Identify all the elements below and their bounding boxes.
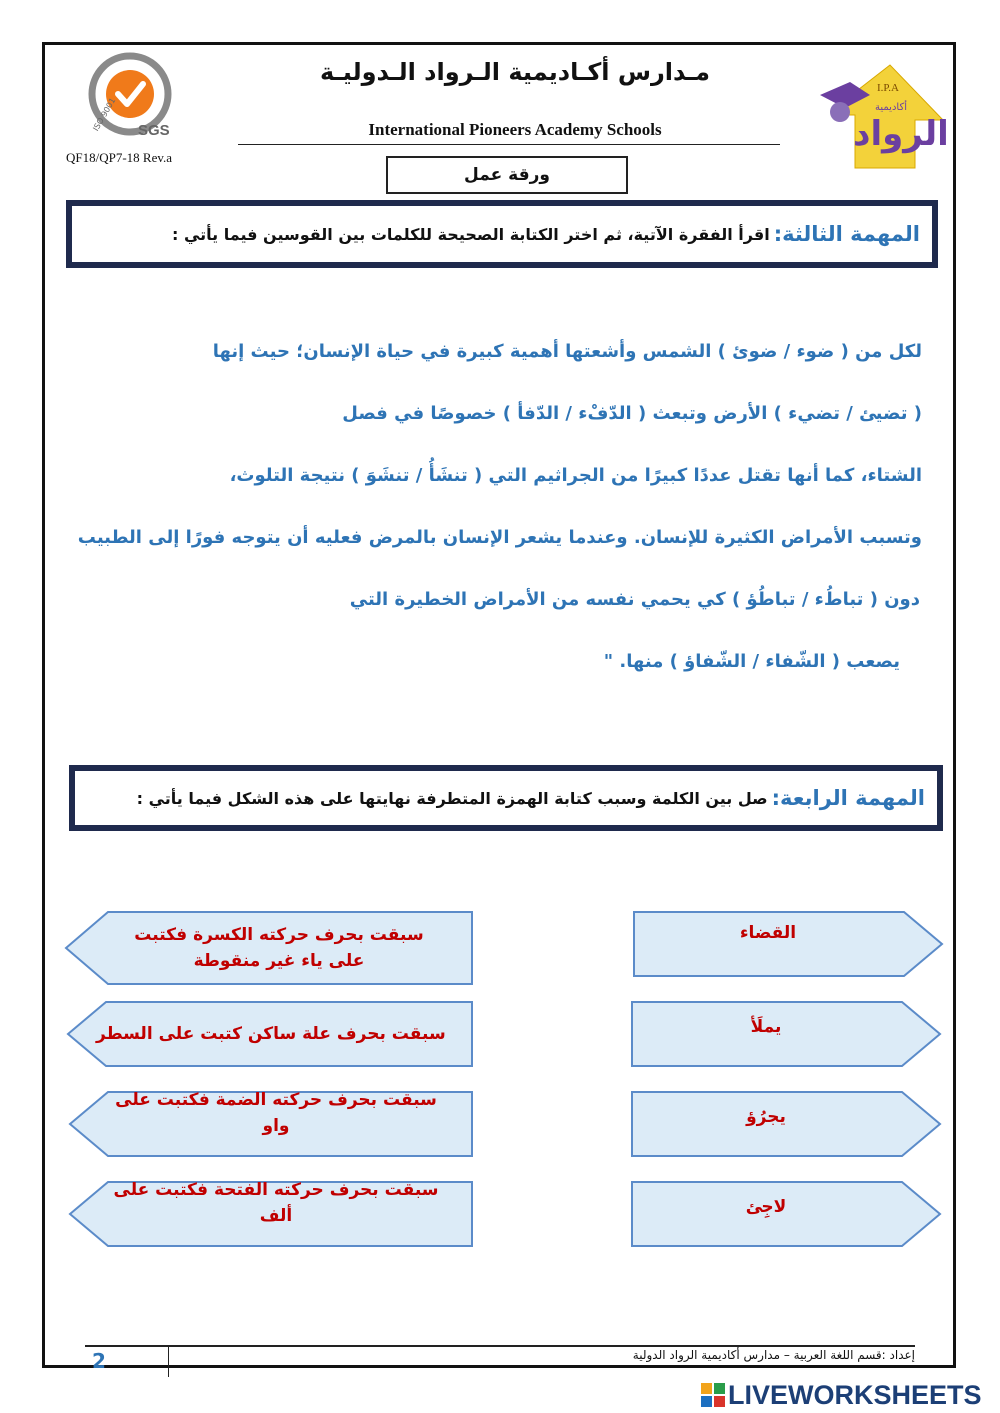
ipa-logo-sub: أكاديمية [875,102,907,113]
reason-box-2[interactable] [66,1000,474,1068]
footer-divider [85,1345,915,1347]
task3-title: المهمة الثالثة: [773,222,920,246]
paragraph-line-2: ( تضيئ / تضيء ) الأرض وتبعث ( الدّفْء / الدّفأ ) خصوصًا في فصل [342,403,922,424]
ipa-logo-ar: الرواد [853,114,949,154]
word-box-3[interactable] [630,1090,942,1158]
reason-text-2: سبقت بحرف علة ساكن كتبت على السطر [96,1024,446,1044]
task4-instruction: صل بين الكلمة وسبب كتابة الهمزة المتطرفة نهايتها على هذه الشكل فيما يأتي : [136,788,768,808]
paragraph-line-4: وتسبب الأمراض الكثيرة للإنسان. وعندما يشعر الإنسان بالمرض فعليه أن يتوجه فورًا إلى الطبيب [77,527,922,548]
ipa-logo-en: I.P.A [877,82,900,94]
reason-text-1: سبقت بحرف حركته الكسرة فكتبت على ياء غير منقوطة [134,925,424,971]
liveworksheets-logo-icon [700,1382,726,1408]
liveworksheets-text: LIVEWORKSHEETS [728,1379,982,1410]
header-divider [238,144,780,145]
word-text-4: لاجِئ [745,1197,787,1217]
footer-prepared-by: إعداد :قسم اللغة العربية – مدارس أكاديمية الرواد الدولية [632,1348,915,1362]
word-text-3: يجرُؤ [746,1107,786,1127]
paragraph-line-5: دون ( تباطُء / تباطُؤ ) كي يحمي نفسه من الأمراض الخطيرة التي [349,589,920,610]
sgs-logo [80,52,180,147]
task3-instruction: اقرأ الفقرة الآتية، ثم اختر الكتابة الصحيحة للكلمات بين القوسين فيما يأتي : [171,224,770,244]
sgs-logo-text: SGS [138,122,170,139]
reason-box-3[interactable] [68,1090,474,1158]
sheet-title: ورقة عمل [386,156,628,194]
paragraph-line-1: لكل من ( ضوء / ضوئ ) الشمس وأشعتها أهمية كبيرة في حياة الإنسان؛ حيث إنها [212,341,922,362]
paragraph-line-3: الشتاء، كما أنها تقتل عددًا كبيرًا من الجراثيم التي ( تنشَأُ / تنشَوَ ) نتيجة التلوث، [229,465,922,486]
school-name-ar: مـدارس أكـاديمية الـرواد الـدوليـة [320,58,710,86]
word-text-2: يملَأ [750,1017,782,1037]
word-box-2[interactable] [630,1000,942,1068]
reason-text-3: سبقت بحرف حركته الضمة فكتبت على واو [115,1090,437,1136]
word-text-1: القضاء [739,923,797,943]
page-number: 2 [92,1349,106,1373]
reason-text-4: سبقت بحرف حركته الفتحة فكتبت على ألف [113,1180,439,1226]
reason-box-1[interactable] [64,910,474,986]
paragraph-line-6: يصعب ( الشّفاء / الشّفاؤ ) منها. " [603,651,900,672]
ipa-logo [815,60,949,175]
school-name-en: International Pioneers Academy Schools [368,120,662,139]
footer-tick [168,1345,169,1377]
sgs-ring-text: ISO 9001 [91,96,118,133]
liveworksheets-brand[interactable] [700,1380,982,1410]
task4-box [69,765,943,831]
reason-box-4[interactable] [68,1180,474,1248]
doc-code: QF18/QP7-18 Rev.a [66,150,173,165]
task3-box [66,200,938,268]
task4-title: المهمة الرابعة: [771,786,925,810]
word-box-1[interactable] [632,910,944,978]
word-box-4[interactable] [630,1180,942,1248]
